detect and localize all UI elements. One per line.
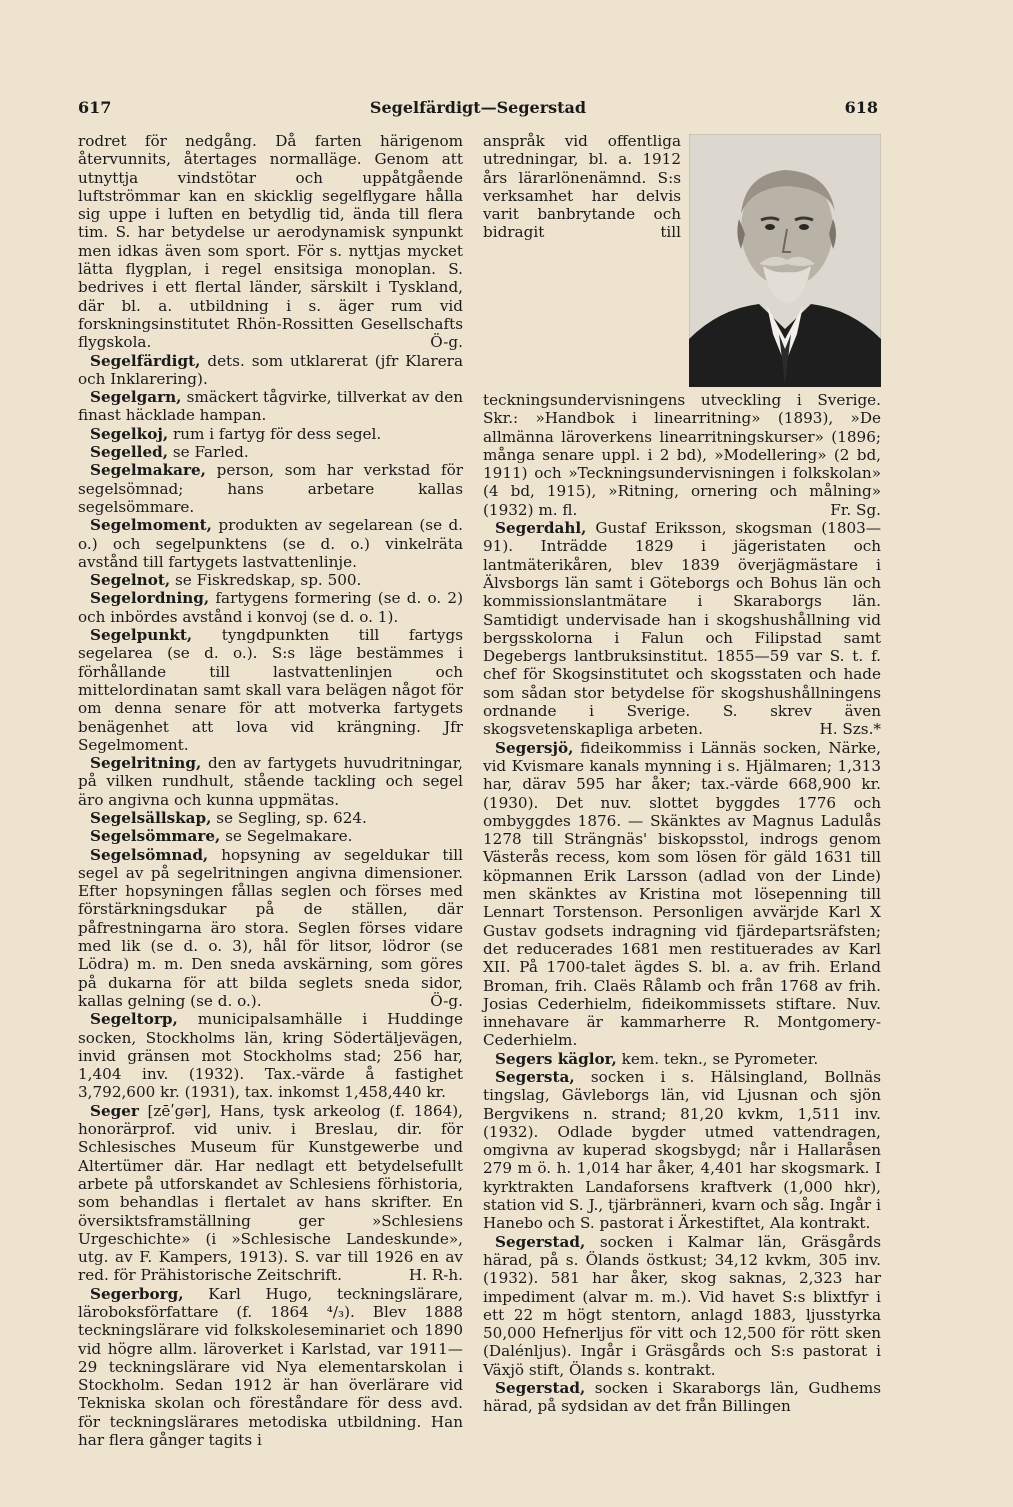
entry-headword: Segelled, xyxy=(90,443,169,462)
entry-headword: Segelsömnad, xyxy=(90,845,209,864)
entry-text: Gustaf Eriksson, skogsman (1803—91). Inträdde 1829 i jägeristaten och lantmäterikåren, blev 1839 överjägmästare i Älvsborgs län samt i Göteborgs och Bohus län och kommissionslantmätare i Skaraborgs län. Samtidigt undervisade han i skogshushållning vid bergsskolorna i Falun och Filipstad samt Degebergs lantbruksinstitut. 1855—59 var S. t. f. chef för Skogsinstitutet och skogsstaten och hade som sådan stor betydelse för skogshushållningens ordnande i Sverige. S. skrev även skogsvetenskapliga arbeten. xyxy=(483,519,881,739)
entry-text: socken i s. Hälsingland, Bollnäs tingslag, Gävleborgs län, vid Ljusnan och sjön Bergvikens n. strand; 81,20 kvkm, 1,511 inv. (1932). Odlade bygder utmed vattendragen, omgivna av kuperad skogsbygd; når i Hallaråsen 279 m ö. h. 1,014 har åker, 4,401 har skogsmark. I kyrktrakten Landaforsens kraftverk (1,000 hkr), station vid S. J., tjärbränneri, kvarn och såg. Ingår i Hanebo och S. pastorat i Ärkestiftet, Ala kontrakt. xyxy=(483,1067,881,1233)
entry-text: kem. tekn., se Pyrometer. xyxy=(621,1049,819,1068)
page-header xyxy=(78,98,878,122)
entry-headword: Segerstad, xyxy=(495,1379,586,1398)
entry-text: [zēʹgər], Hans, tysk arkeolog (f. 1864), honorärprof. vid univ. i Breslau, dir. för Schlesisches Museum für Kunstgewerbe und Altertümer där. Har nedlagt ett betydelsefullt arbete på utforskandet av Schlesiens förhistoria, som behandlas i flertalet av hans skrifter. En översiktsframställning ger »Schlesiens Urgeschichte» (i »Schlesische Landeskunde», utg. av F. Kampers, 1913). S. var till 1926 en av red. för Prähistorische Zeitschrift. xyxy=(78,1101,464,1285)
entry xyxy=(483,1233,881,1379)
entry xyxy=(483,519,881,739)
entry xyxy=(78,425,463,443)
author-signature: Fr. Sg. xyxy=(830,500,881,519)
entry xyxy=(78,352,463,389)
entry-headword: Segelritning, xyxy=(90,754,202,773)
entry-text: fideikommiss i Lännäs socken, Närke, vid Kvismare kanals mynning i s. Hjälmaren; 1,313 har, därav 595 har åker; tax.-värde 668,900 kr. (1930). Det nuv. slottet byggdes 1776 och ombyggdes 1876. — Skänktes av Magnus Ladulås 1278 till Strängnäs' biskopsstol, indrogs genom Västerås recess, kom som lösen för gäld 1631 till köpmannen Erik Larsson (adlad von der Linde) men skänktes av Kristina mot lösepenning till Lennart Torstenson. Personligen avvärjde Karl X Gustav godsets indragning vid fjärdepartsräfsten; det reducerades 1681 men restituerades av Karl XII. På 1700-talet ägdes S. bl. a. av frih. Erland Broman, frih. Claës Rålamb och från 1768 av frih. Josias Cederhielm, fideikommissets stiftare. Nuv. innehavare är kammarherre R. Montgomery-Cederhielm. xyxy=(483,738,881,1050)
author-signature: H. Szs.* xyxy=(819,720,881,739)
entry xyxy=(483,1050,881,1068)
entry-headword: Segerstad, xyxy=(495,1232,586,1251)
entry-text: Karl Hugo, teckningslärare, läroboksförfattare (f. 1864 ⁴/₃). Blev 1888 teckningslärare vid folkskoleseminariet och 1890 vid högre allm. läroverket i Karlstad, var 1911—29 teckningslärare vid Nya elementarskolan i Stockholm. Sedan 1912 är han överlärare vid Tekniska skolan och föreståndare för dess avd. för teckningslärares metodiska utbildning. Han har flera gånger tagits i xyxy=(78,1284,463,1450)
entry xyxy=(78,1102,463,1285)
entry-headword: Segerborg, xyxy=(90,1284,184,1303)
entry xyxy=(78,827,463,845)
entry xyxy=(483,1379,881,1416)
entry-text: se Fiskredskap, sp. 500. xyxy=(175,571,362,590)
entry-headword: Segelgarn, xyxy=(90,388,182,407)
entry-headword: Seger xyxy=(90,1101,139,1120)
author-signature: Ö-g. xyxy=(430,333,463,352)
entry-headword: Segelordning, xyxy=(90,589,210,608)
left-column xyxy=(78,132,463,1449)
entry-headword: Segerdahl, xyxy=(495,519,587,538)
entry-text: se Farled. xyxy=(172,443,249,462)
entry-headword: Segelnot, xyxy=(90,571,171,590)
running-title: Segelfärdigt—Segerstad xyxy=(369,98,587,117)
entry-headword: Segelmakare, xyxy=(90,461,206,480)
entry-headword: Segelsällskap, xyxy=(90,808,212,827)
entry xyxy=(78,132,463,352)
entry-text: rum i fartyg för dess segel. xyxy=(172,424,382,443)
entry-headword: Segelfärdigt, xyxy=(90,351,201,370)
entry-text: municipalsamhälle i Huddinge socken, Stockholms län, kring Södertäljevägen, invid gränsen mot Stockholms stad; 256 har, 1,404 inv. (1932). Tax.-värde å fastighet 3,792,600 kr. (1931), tax. inkomst 1,458,440 kr. xyxy=(78,1010,463,1102)
portrait-image xyxy=(689,134,881,387)
entry-text: produkten av segelarean (se d. o.) och segelpunktens (se d. o.) vinkelräta avstånd till fartygets lastvattenlinje. xyxy=(78,516,463,571)
entry xyxy=(78,589,463,626)
entry xyxy=(78,571,463,589)
entry-text: anspråk vid offentliga utredningar, bl. a. 1912 års lärarlönenämnd. S:s verksamhet har delvis varit banbrytande och bidragit till teckningsundervisningens utveckling i Sverige. Skr.: »Handbok i linearritning» (1893), »De allmänna läroverkens linearritningskurser» (1896; många senare uppl. i 2 bd), »Modellering» (2 bd, 1911) och »Teckningsundervisningen i folkskolan» (4 bd, 1915), »Ritning, ornering och målning» (1932) m. fl. xyxy=(483,132,881,519)
entry-headword: Segelmoment, xyxy=(90,516,212,535)
portrait-photo xyxy=(689,134,881,387)
entry-headword: Segelsömmare, xyxy=(90,827,221,846)
entry xyxy=(78,516,463,571)
entry xyxy=(78,1285,463,1450)
entry-text: rodret för nedgång. Då farten härigenom återvunnits, återtages normalläge. Genom att utnyttja vindstötar och uppåtgående luftströmmar kan en skicklig segelflygare hålla sig uppe i luften en betydlig tid, ända till flera tim. S. har betydelse ur aerodynamisk synpunkt men idkas även som sport. För s. nyttjas mycket lätta flygplan, i regel ensitsiga monoplan. S. bedrives i ett flertal länder, särskilt i Tyskland, där bl. a. utbildning i s. äger rum vid forskningsinstitutet Rhön-Rossitten Gesellschafts flygskola. xyxy=(78,132,463,352)
entry xyxy=(78,443,463,461)
entry-text: tyngdpunkten till fartygs segelarea (se d. o.). S:s läge bestämmes i förhållande till lastvattenlinjen och mittelordinatan samt skall vara belägen något för om denna senare för att motverka fartygets benägenhet att lova vid krängning. Jfr Segelmoment. xyxy=(78,626,463,754)
entry-text: person, som har verkstad för segelsömnad; hans arbetare kallas segelsömmare. xyxy=(78,461,464,516)
entry-headword: Segeltorp, xyxy=(90,1010,178,1029)
entry-text: hopsyning av segeldukar till segel av på segelritningen angivna dimensioner. Efter hopsyningen fållas seglen och förses med förstärkningsdukar på de ställen, där påfrestningarna äro stora. Seglen förses vidare med lik (se d. o. 3), hål för litsor, lödror (se Lödra) m. m. Den sneda avskärning, som göres på dukarna för att bilda seglets sneda sidor, kallas gelning (se d. o.). xyxy=(78,845,464,1010)
author-signature: H. R-h. xyxy=(408,1266,463,1285)
entry xyxy=(483,739,881,1050)
entry xyxy=(78,1010,463,1101)
entry xyxy=(483,1068,881,1233)
entry-text: smäckert tågvirke, tillverkat av den finast häcklade hampan. xyxy=(78,388,463,425)
page-number-right: 618 xyxy=(844,98,878,117)
entry xyxy=(78,809,463,827)
entry xyxy=(78,461,463,516)
entry xyxy=(78,846,463,1011)
entry-headword: Segersjö, xyxy=(495,738,574,757)
entry-text: se Segelmakare. xyxy=(225,827,353,846)
entry-text: den av fartygets huvudritningar, på vilken rundhult, stående tackling och segel äro angivna och kunna uppmätas. xyxy=(78,754,463,809)
entry-headword: Segersta, xyxy=(495,1067,575,1086)
author-signature: Ö-g. xyxy=(430,991,463,1010)
right-column xyxy=(483,132,881,1416)
entry-text: socken i Skaraborgs län, Gudhems härad, på sydsidan av det från Billingen xyxy=(483,1379,882,1416)
entry xyxy=(78,754,463,809)
page-number-left: 617 xyxy=(78,98,112,117)
entry-text: se Segling, sp. 624. xyxy=(216,808,367,827)
entry-headword: Segelkoj, xyxy=(90,424,169,443)
entry xyxy=(78,626,463,754)
entry-headword: Segers käglor, xyxy=(495,1049,617,1068)
entry xyxy=(78,388,463,425)
entry-headword: Segelpunkt, xyxy=(90,626,193,645)
entry-text: socken i Kalmar län, Gräsgårds härad, på s. Ölands östkust; 34,12 kvkm, 305 inv. (1932). 581 har åker, skog saknas, 2,323 har impediment (alvar m. m.). Vid havet S:s blixtfyr i ett 22 m högt stentorn, anlagd 1883, ljusstyrka 50,000 Hefnerljus för vitt och 12,500 för rött sken (Dalénljus). Ingår i Gräsgårds och S:s pastorat i Växjö stift, Ölands s. kontrakt. xyxy=(483,1232,881,1379)
entry-text: fartygens formering (se d. o. 2) och inbördes avstånd i konvoj (se d. o. 1). xyxy=(78,589,463,626)
entry-text: dets. som utklarerat (jfr Klarera och Inklarering). xyxy=(78,351,463,388)
